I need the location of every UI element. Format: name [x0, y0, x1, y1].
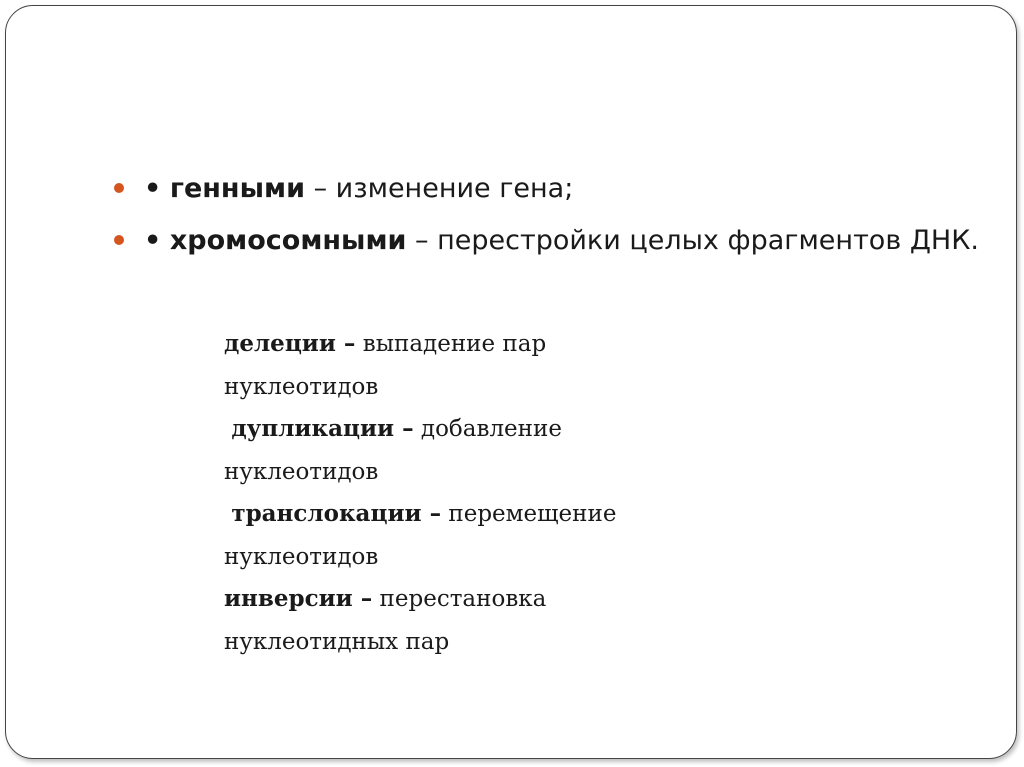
bullet-item-gene — [112, 168, 992, 210]
sublist-line — [224, 408, 744, 451]
bullet-text: – перестройки целых фрагментов ДНК. — [415, 225, 979, 256]
mutation-types-list — [224, 323, 744, 663]
sublist-line — [224, 451, 744, 494]
bullet-marker-icon — [114, 183, 124, 193]
sublist-text: нуклеотидов — [224, 373, 379, 400]
sublist-text: добавление — [413, 416, 562, 442]
bullet-term: генными — [169, 173, 305, 204]
sublist-term: делеции – — [224, 330, 356, 357]
sublist-line — [224, 323, 744, 366]
sublist-text: нуклеотидов — [224, 543, 379, 570]
sublist-text: перестановка — [372, 586, 547, 612]
bullet-marker-icon — [114, 235, 124, 245]
sublist-text: перемещение — [441, 501, 617, 527]
sublist-text: нуклеотидов — [224, 458, 379, 485]
bullet-list — [112, 168, 992, 272]
sublist-line — [224, 536, 744, 579]
sublist-line — [224, 621, 744, 664]
sublist-line — [224, 578, 744, 621]
bullet-item-chromosome — [112, 220, 992, 262]
sublist-term: инверсии – — [224, 585, 373, 612]
bullet-term: хромосомными — [169, 225, 407, 256]
sublist-text: нуклеотидных пар — [224, 628, 450, 655]
sublist-line — [224, 366, 744, 409]
bullet-dot: • — [144, 173, 162, 204]
sublist-line — [224, 493, 744, 536]
sublist-term: транслокации – — [231, 500, 442, 527]
bullet-dot: • — [144, 225, 162, 256]
sublist-term: дупликации – — [231, 415, 414, 442]
bullet-text: – изменение гена; — [313, 173, 574, 204]
sublist-text: выпадение пар — [355, 331, 547, 357]
